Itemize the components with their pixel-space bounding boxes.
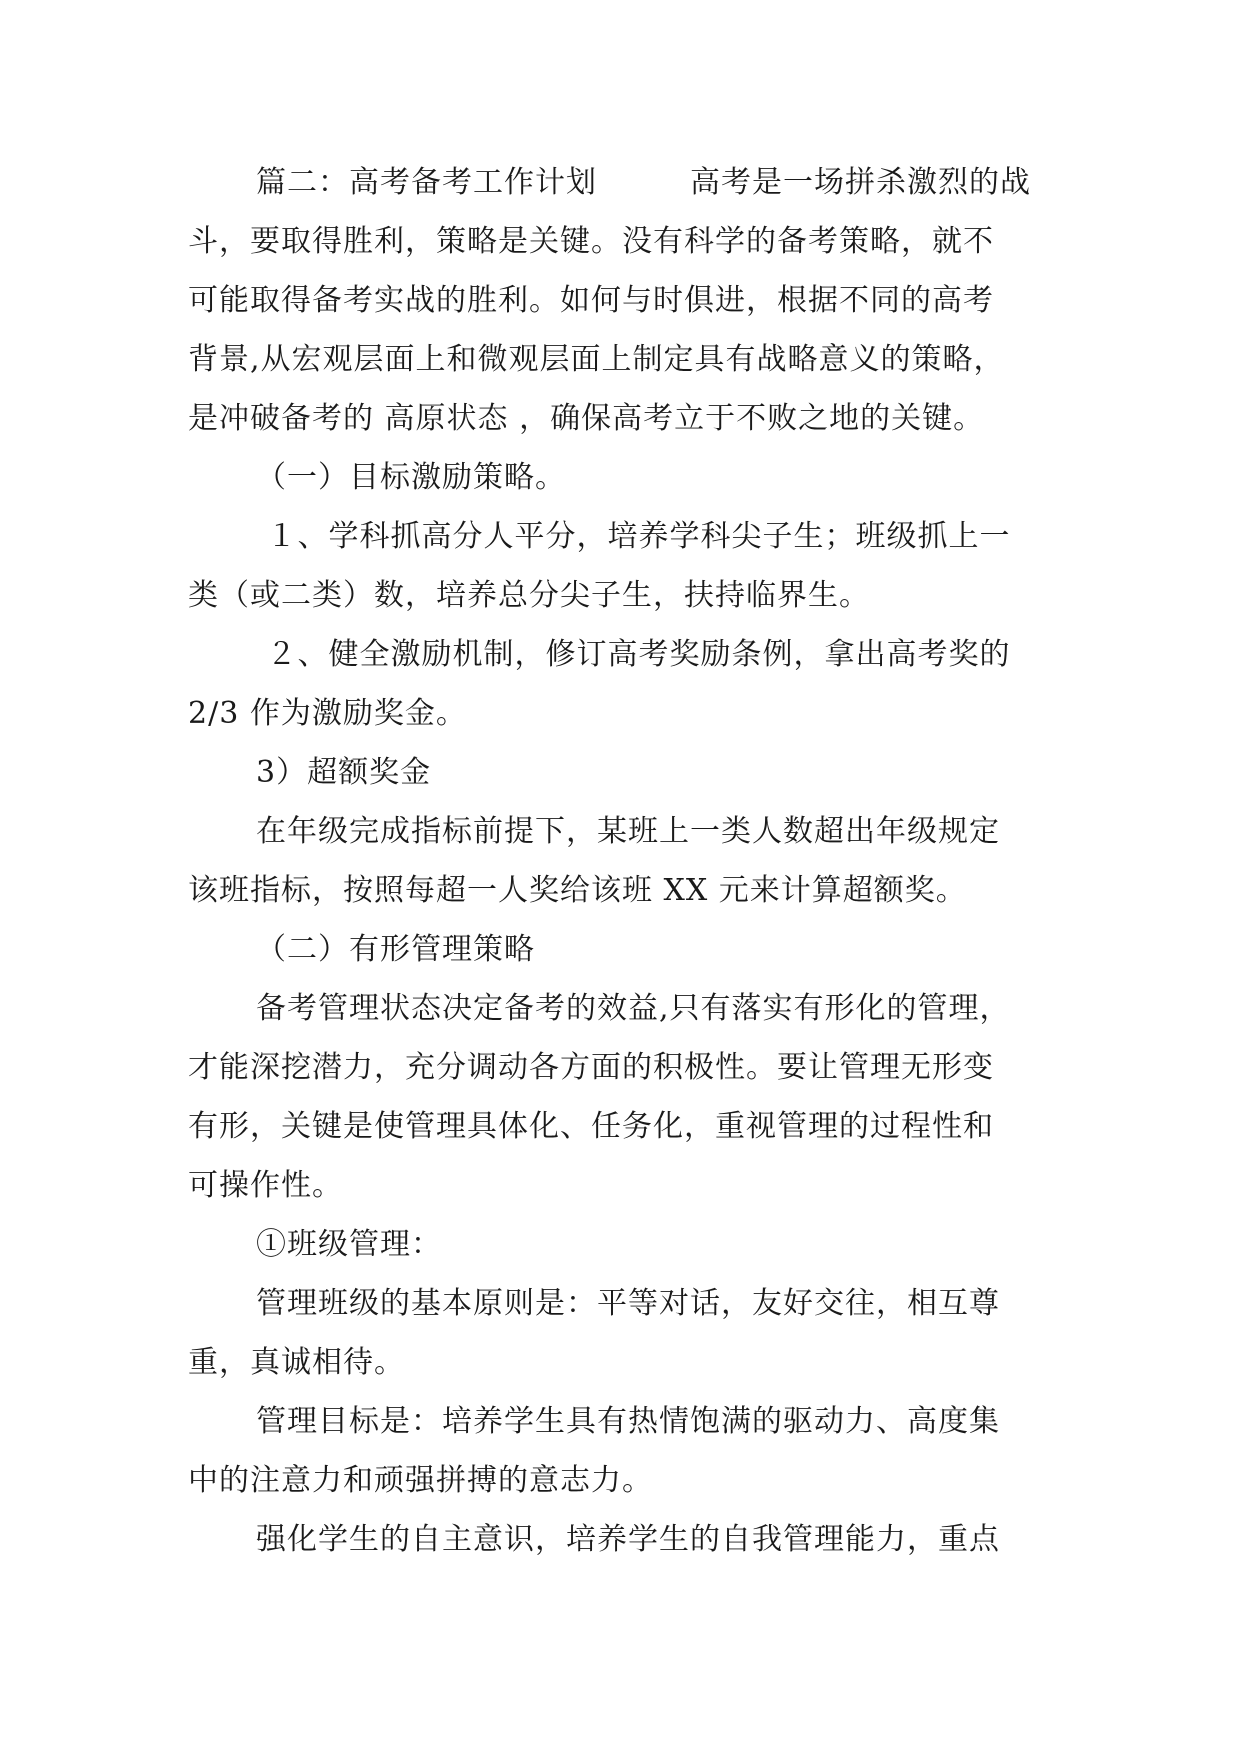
text-line: 在年级完成指标前提下，某班上一类人数超出年级规定 xyxy=(256,814,1000,849)
text-line: 管理目标是：培养学生具有热情饱满的驱动力、高度集 xyxy=(256,1404,1000,1439)
text-line: 才能深挖潜力，充分调动各方面的积极性。要让管理无形变 xyxy=(188,1050,994,1085)
text-line: 中的注意力和顽强拼搏的意志力。 xyxy=(188,1463,653,1498)
text-line: 备考管理状态决定备考的效益,只有落实有形化的管理， xyxy=(256,991,1011,1026)
text-line: ①班级管理： xyxy=(256,1227,442,1262)
text-line: ２、健全激励机制，修订高考奖励条例，拿出高考奖的 xyxy=(256,637,1011,672)
text-line: 2/3 作为激励奖金。 xyxy=(188,696,467,731)
text-line: 背景,从宏观层面上和微观层面上制定具有战略意义的策略， xyxy=(188,342,1005,377)
text-line: 有形，关键是使管理具体化、任务化，重视管理的过程性和 xyxy=(188,1109,994,1144)
section-heading: （一）目标激励策略。 xyxy=(256,460,566,495)
text-line: 该班指标，按照每超一人奖给该班 XX 元来计算超额奖。 xyxy=(188,873,967,908)
document-body xyxy=(188,153,1068,1569)
text-line: １、学科抓高分人平分，培养学科尖子生；班级抓上一 xyxy=(256,519,1011,554)
text-line: 可能取得备考实战的胜利。如何与时俱进，根据不同的高考 xyxy=(188,283,994,318)
text-line: 篇二：高考备考工作计划 高考是一场拼杀激烈的战 xyxy=(256,165,1031,200)
text-line: 可操作性。 xyxy=(188,1168,343,1203)
text-line: 是冲破备考的 高原状态 ，确保高考立于不败之地的关键。 xyxy=(188,401,985,436)
text-line: 3）超额奖金 xyxy=(256,755,432,790)
text-line: 斗，要取得胜利，策略是关键。没有科学的备考策略，就不 xyxy=(188,224,994,259)
text-line: 类（或二类）数，培养总分尖子生，扶持临界生。 xyxy=(188,578,870,613)
text-line: 管理班级的基本原则是：平等对话，友好交往，相互尊 xyxy=(256,1286,1000,1321)
text-line: 重，真诚相待。 xyxy=(188,1345,405,1380)
section-heading: （二）有形管理策略 xyxy=(256,932,535,967)
text-line: 强化学生的自主意识，培养学生的自我管理能力，重点 xyxy=(256,1522,1000,1557)
